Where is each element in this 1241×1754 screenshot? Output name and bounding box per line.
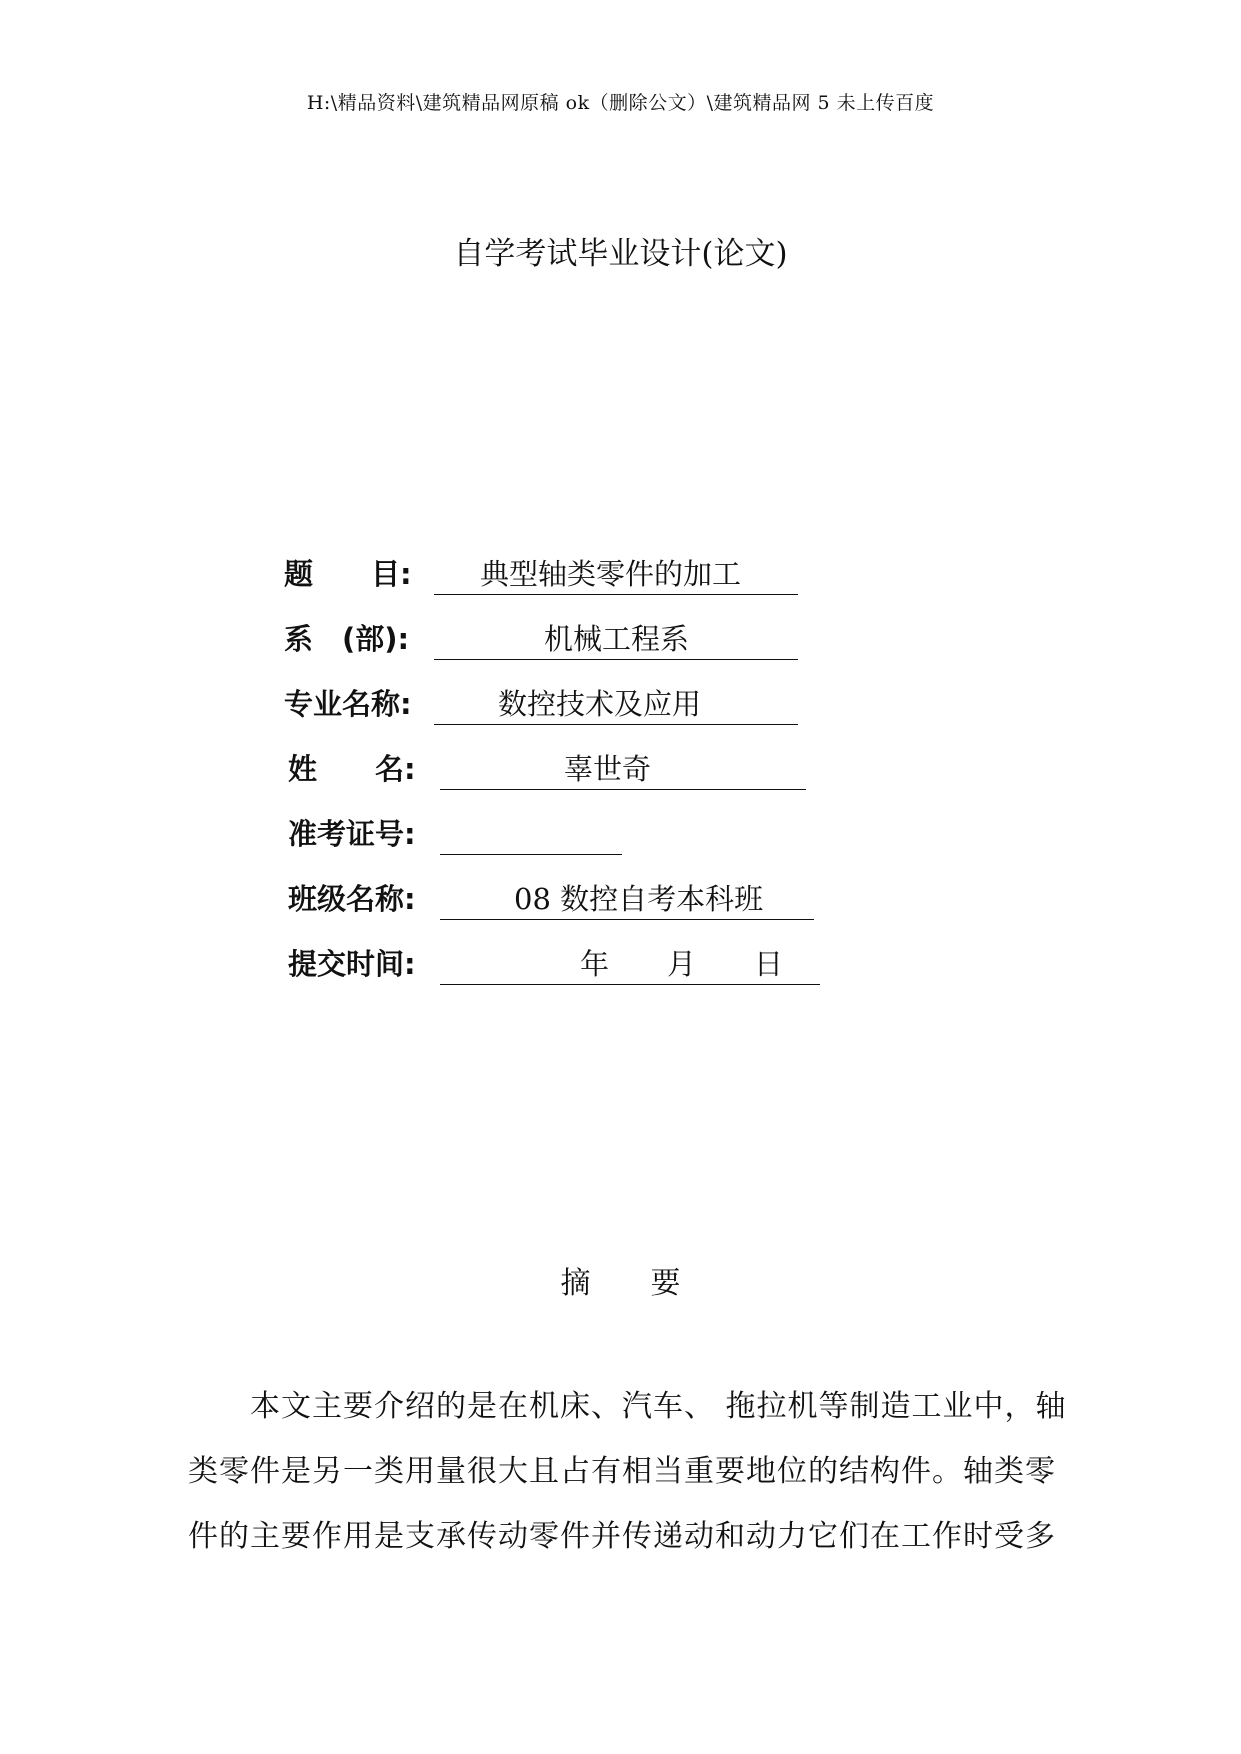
file-path-header: H:\精品资料\建筑精品网原稿 ok（删除公文）\建筑精品网 5 未上传百度 xyxy=(306,92,935,114)
field-value-department: 机械工程系 xyxy=(544,622,690,656)
abstract-line: 本文主要介绍的是在机床、汽车、 拖拉机等制造工业中，轴 xyxy=(188,1389,1067,1424)
field-value-name: 辜世奇 xyxy=(564,752,652,786)
field-value-class: 08 数控自考本科班 xyxy=(514,882,764,916)
document-title: 自学考试毕业设计(论文) xyxy=(453,236,788,272)
abstract-line: 件的主要作用是支承传动零件并传递动和动力它们在工作时受多 xyxy=(188,1519,1056,1554)
field-label-department: 系 (部): xyxy=(284,622,410,656)
field-row-exam-number xyxy=(288,814,808,858)
field-underline-exam-number xyxy=(440,814,622,855)
abstract-line: 类零件是另一类用量很大且占有相当重要地位的结构件。轴类零 xyxy=(188,1454,1056,1489)
field-label-submission-date: 提交时间: xyxy=(288,947,416,981)
field-row-major xyxy=(284,684,804,728)
field-row-name xyxy=(288,749,808,793)
field-label-topic: 题 目: xyxy=(284,557,412,591)
abstract-heading: 摘 要 xyxy=(560,1266,681,1301)
field-value-topic: 典型轴类零件的加工 xyxy=(480,557,742,591)
field-value-submission-date: 年 月 日 xyxy=(580,947,784,981)
field-row-class xyxy=(288,879,818,923)
field-label-exam-number: 准考证号: xyxy=(288,817,416,851)
field-label-major: 专业名称: xyxy=(284,687,412,721)
field-label-name: 姓 名: xyxy=(288,752,416,786)
field-row-submission-date xyxy=(288,944,828,988)
abstract-body xyxy=(188,1374,1068,1569)
field-row-department xyxy=(284,619,804,663)
field-label-class: 班级名称: xyxy=(288,882,416,916)
field-value-major: 数控技术及应用 xyxy=(498,687,702,721)
field-row-topic xyxy=(284,554,804,598)
